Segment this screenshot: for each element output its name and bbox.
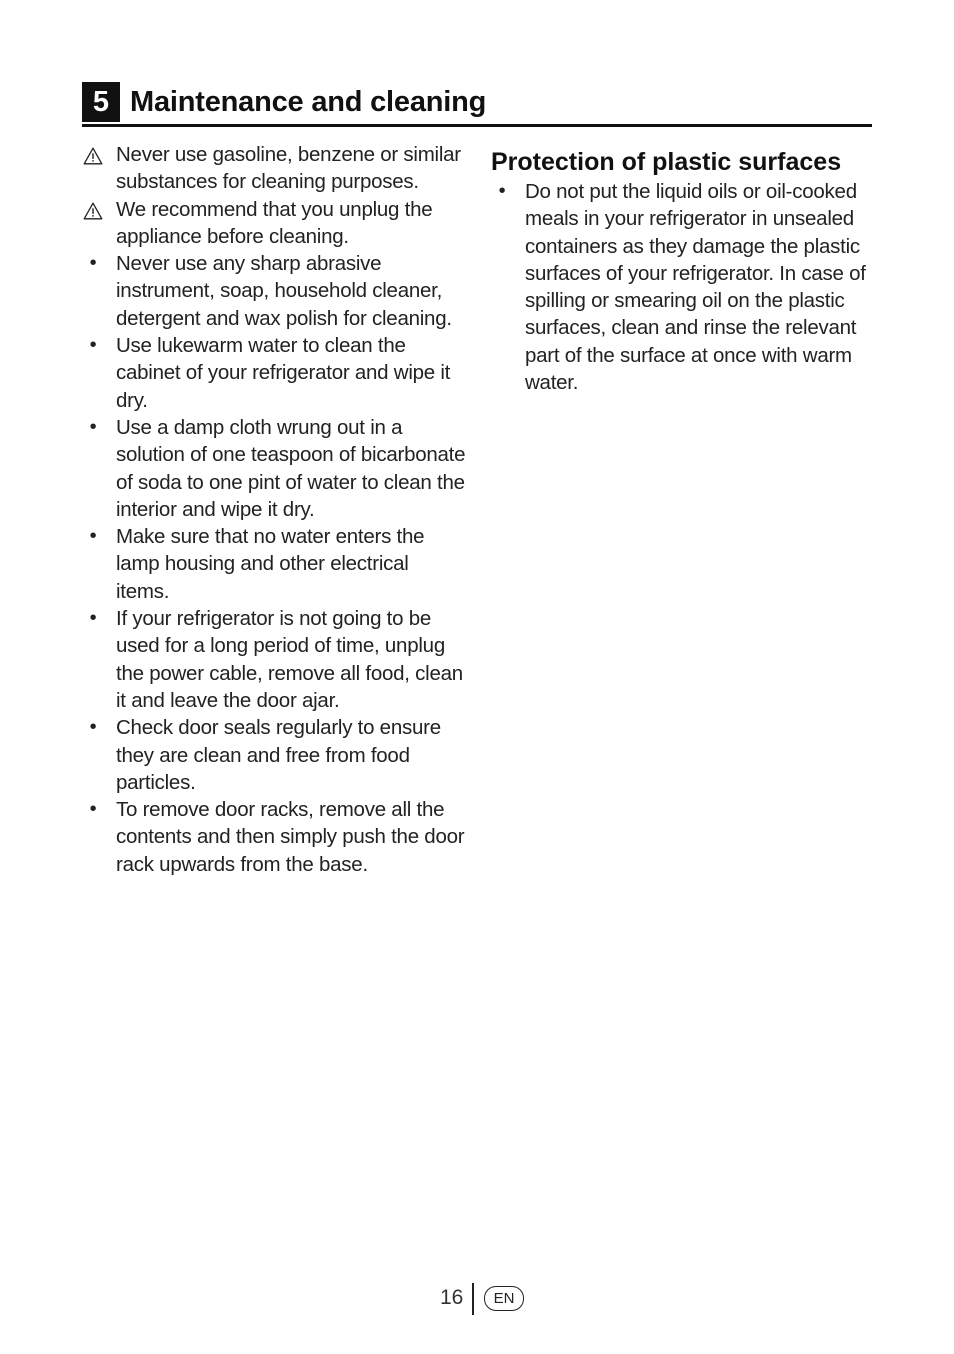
list-item bbox=[82, 141, 466, 196]
list-item-text: Use a damp cloth wrung out in a solution of one teaspoon of bicarbonate of soda to one pint of water to clean the interior and wipe it dry. bbox=[116, 415, 466, 521]
section-header bbox=[82, 82, 872, 127]
list-item-text: Never use gasoline, benzene or similar substances for cleaning purposes. bbox=[116, 143, 461, 194]
bullet-icon: • bbox=[89, 798, 97, 821]
list-item bbox=[82, 605, 466, 714]
warning-icon bbox=[82, 141, 104, 165]
language-badge: EN bbox=[484, 1286, 524, 1311]
list-item bbox=[82, 196, 466, 251]
section-subheading: Protection of plastic surfaces bbox=[491, 148, 842, 176]
bullet-icon: • bbox=[89, 525, 97, 548]
list-item-text: If your refrigerator is not going to be used for a long period of time, unplug the power cable, remove all food, clean it and leave the door ajar. bbox=[116, 607, 463, 712]
list-item-text: Do not put the liquid oils or oil-cooked meals in your refrigerator in unsealed containers as they damage the plastic surfaces of your refrigerator. In case of spilling or smearing oil on the plastic surfaces, clean and rinse the relevant part of the surface at once with warm water. bbox=[525, 180, 866, 395]
section-number: 5 bbox=[82, 82, 120, 122]
bullet-icon: • bbox=[498, 180, 506, 202]
list-item bbox=[82, 332, 466, 414]
footer-divider bbox=[472, 1283, 474, 1315]
list-item-text: Never use any sharp abrasive instrument, soap, household cleaner, detergent and wax polish for cleaning. bbox=[116, 252, 452, 330]
page-title: Maintenance and cleaning bbox=[130, 86, 487, 118]
bullet-icon: • bbox=[89, 607, 97, 630]
bullet-icon: • bbox=[89, 334, 97, 357]
list-item bbox=[82, 714, 466, 796]
warning-icon bbox=[82, 196, 104, 220]
list-item bbox=[82, 414, 466, 523]
bullet-icon: • bbox=[89, 716, 97, 739]
left-column bbox=[82, 141, 466, 878]
list-item-text: Check door seals regularly to ensure they are clean and free from food particles. bbox=[116, 716, 441, 794]
page-footer bbox=[440, 1283, 540, 1315]
bullet-icon: • bbox=[89, 415, 97, 438]
right-column bbox=[491, 148, 875, 396]
list-item bbox=[491, 178, 875, 396]
list-item bbox=[82, 796, 466, 878]
list-item-text: Make sure that no water enters the lamp housing and other electrical items. bbox=[116, 525, 425, 603]
list-item bbox=[82, 250, 466, 332]
list-item-text: Use lukewarm water to clean the cabinet of your refrigerator and wipe it dry. bbox=[116, 334, 451, 412]
list-item bbox=[82, 523, 466, 605]
page-number: 16 bbox=[440, 1286, 464, 1309]
list-item-text: To remove door racks, remove all the contents and then simply push the door rack upwards from the base. bbox=[116, 798, 465, 876]
bullet-icon: • bbox=[89, 252, 97, 275]
list-item-text: We recommend that you unplug the appliance before cleaning. bbox=[116, 197, 433, 248]
